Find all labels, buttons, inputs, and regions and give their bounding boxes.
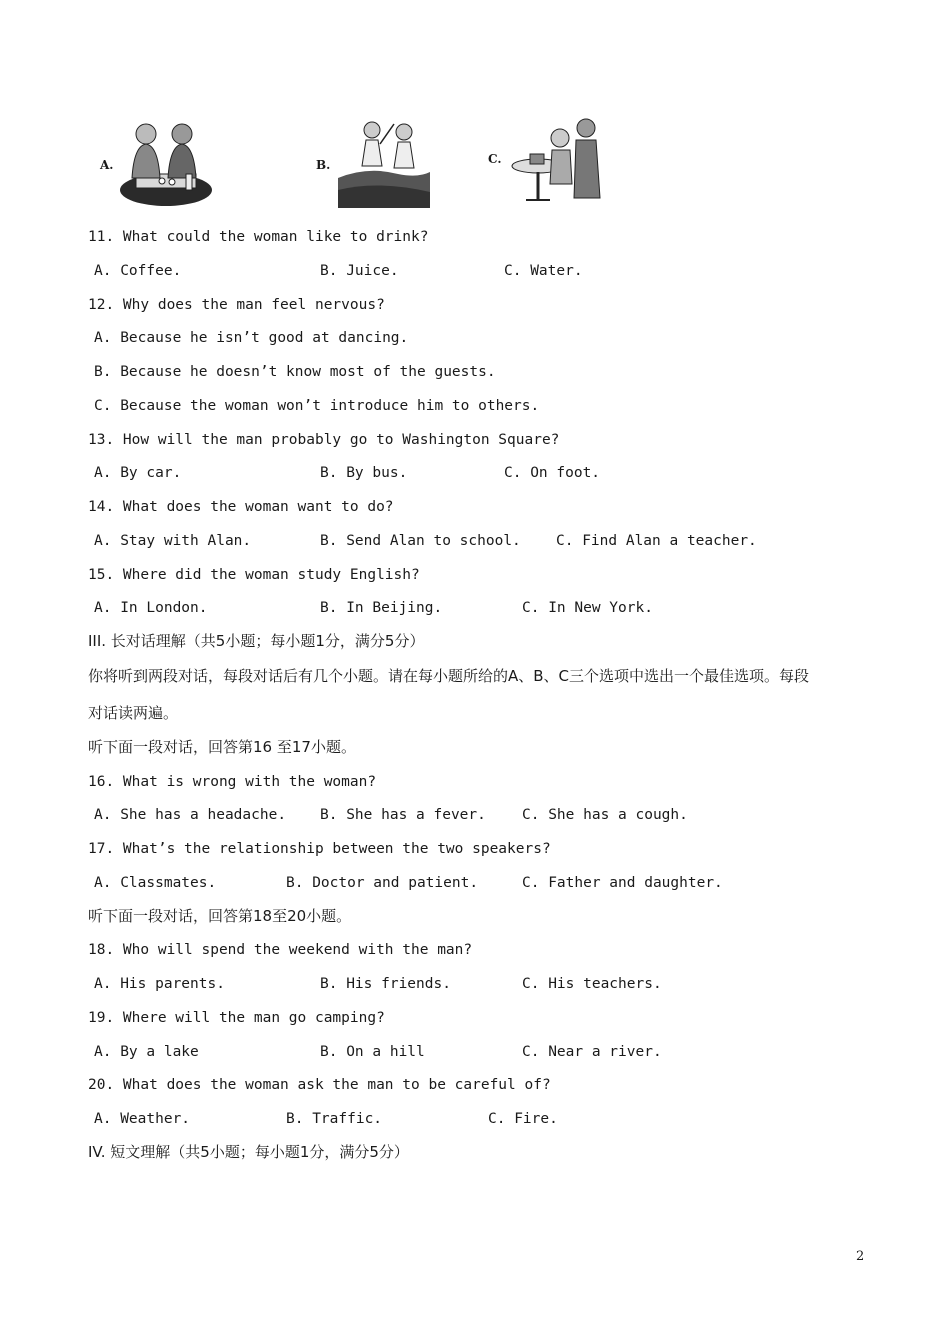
- question-15: 15. Where did the woman study English?: [88, 567, 420, 583]
- q15-option-b: B. In Beijing.: [320, 600, 443, 616]
- two-people-outdoors-icon: [338, 118, 430, 208]
- q13-option-c: C. On foot.: [504, 465, 601, 481]
- q19-option-a: A. By a lake: [94, 1044, 199, 1060]
- question-19: 19. Where will the man go camping?: [88, 1010, 385, 1026]
- q20-option-b: B. Traffic.: [286, 1111, 383, 1127]
- question-11: 11. What could the woman like to drink?: [88, 229, 429, 245]
- question-13: 13. How will the man probably go to Washington Square?: [88, 432, 560, 448]
- q17-option-b: B. Doctor and patient.: [286, 875, 479, 891]
- q11-option-b: B. Juice.: [320, 263, 399, 279]
- q18-option-b: B. His friends.: [320, 976, 451, 992]
- q11-option-a: A. Coffee.: [94, 263, 182, 279]
- q18-option-c: C. His teachers.: [522, 976, 662, 992]
- q14-option-a: A. Stay with Alan.: [94, 533, 252, 549]
- question-12: 12. Why does the man feel nervous?: [88, 297, 385, 313]
- picture-a-label: A.: [100, 158, 114, 172]
- q19-option-c: C. Near a river.: [522, 1044, 662, 1060]
- q15-option-a: A. In London.: [94, 600, 208, 616]
- dialogue-1-instruction: 听下面一段对话，回答第16 至17小题。: [88, 738, 356, 756]
- q16-option-c: C. She has a cough.: [522, 807, 688, 823]
- q15-option-c: C. In New York.: [522, 600, 653, 616]
- q17-option-a: A. Classmates.: [94, 875, 217, 891]
- q19-option-b: B. On a hill: [320, 1044, 425, 1060]
- picture-b-label: B.: [316, 158, 331, 172]
- q20-option-c: C. Fire.: [488, 1111, 558, 1127]
- section-4-title: IV. 短文理解（共5小题；每小题1分，满分5分）: [88, 1143, 409, 1161]
- question-14: 14. What does the woman want to do?: [88, 499, 394, 515]
- q12-option-c: C. Because the woman won’t introduce him to others.: [94, 398, 540, 414]
- q14-option-b: B. Send Alan to school.: [320, 533, 521, 549]
- two-people-at-round-table-icon: [508, 114, 604, 208]
- q20-option-a: A. Weather.: [94, 1111, 191, 1127]
- section-3-title: III. 长对话理解（共5小题；每小题1分，满分5分）: [88, 632, 425, 650]
- question-20: 20. What does the woman ask the man to be careful of?: [88, 1077, 551, 1093]
- q12-option-b: B. Because he doesn’t know most of the guests.: [94, 364, 496, 380]
- question-18: 18. Who will spend the weekend with the man?: [88, 942, 473, 958]
- q16-option-b: B. She has a fever.: [320, 807, 486, 823]
- q18-option-a: A. His parents.: [94, 976, 225, 992]
- q13-option-b: B. By bus.: [320, 465, 408, 481]
- question-17: 17. What’s the relationship between the two speakers?: [88, 841, 551, 857]
- two-people-at-table-icon: [118, 118, 214, 210]
- q16-option-a: A. She has a headache.: [94, 807, 287, 823]
- picture-c-label: C.: [488, 152, 502, 166]
- dialogue-2-instruction: 听下面一段对话，回答第18至20小题。: [88, 907, 352, 925]
- section-3-instruction-line-2: 对话读两遍。: [88, 704, 179, 722]
- page-number: 2: [856, 1249, 865, 1264]
- q17-option-c: C. Father and daughter.: [522, 875, 723, 891]
- q14-option-c: C. Find Alan a teacher.: [556, 533, 757, 549]
- q11-option-c: C. Water.: [504, 263, 583, 279]
- section-3-instruction-line-1: 你将听到两段对话，每段对话后有几个小题。请在每小题所给的A、B、C三个选项中选出一个最佳选项。每段: [88, 667, 810, 685]
- q13-option-a: A. By car.: [94, 465, 182, 481]
- question-16: 16. What is wrong with the woman?: [88, 774, 377, 790]
- q12-option-a: A. Because he isn’t good at dancing.: [94, 330, 409, 346]
